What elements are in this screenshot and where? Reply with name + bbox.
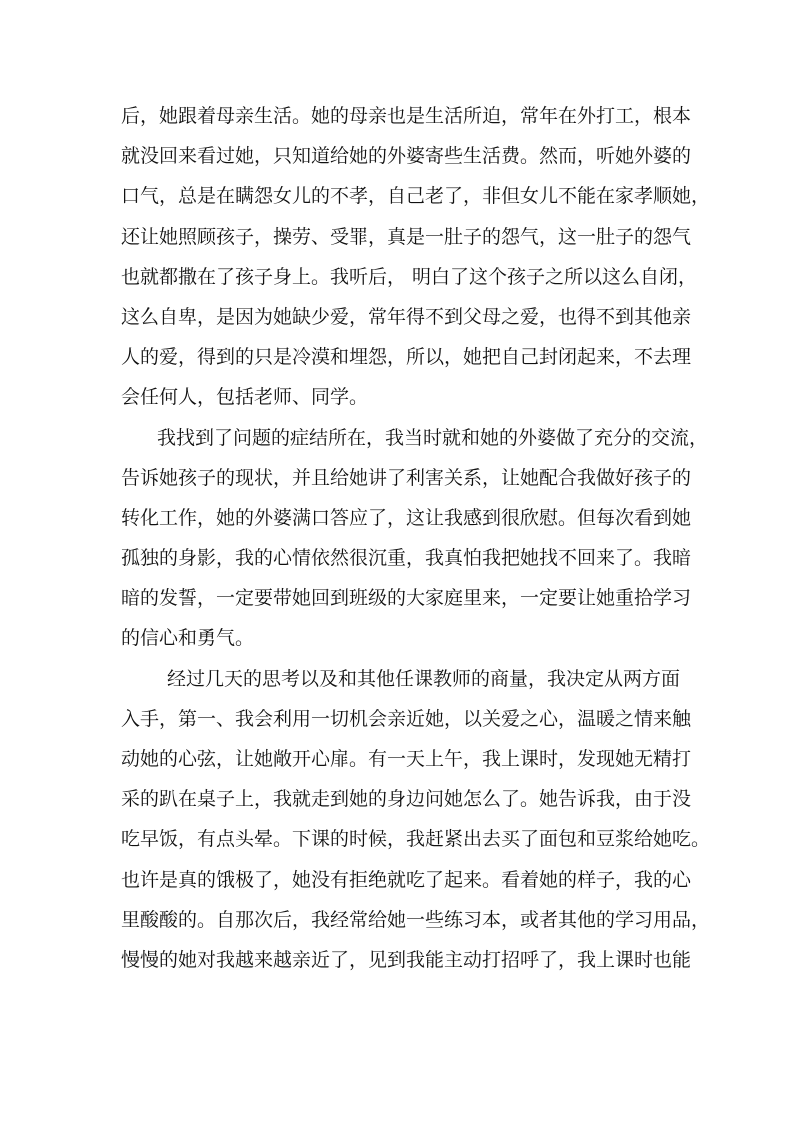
- text-line: 这么自卑，是因为她缺少爱，常年得不到父母之爱，也得不到其他亲: [121, 305, 692, 328]
- paragraph-1: [121, 96, 711, 418]
- body-text: [121, 96, 711, 980]
- paragraph-2: [121, 418, 709, 659]
- text-line: 吃早饭，有点头晕。下课的时候，我赶紧出去买了面包和豆浆给她吃。: [121, 828, 711, 851]
- text-line: 孤独的身影，我的心情依然很沉重，我真怕我把她找不回来了。我暗: [121, 547, 692, 570]
- text-line: 告诉她孩子的现状，并且给她讲了利害关系，让她配合我做好孩子的: [121, 466, 692, 489]
- text-line: 里酸酸的。自那次后，我经常给她一些练习本，或者其他的学习用品，: [121, 908, 711, 931]
- text-line: 暗的发誓，一定要带她回到班级的大家庭里来，一定要让她重拾学习: [121, 587, 692, 610]
- text-line: 人的爱，得到的只是冷漠和埋怨，所以，她把自己封闭起来，不去理: [121, 346, 692, 369]
- text-line: 转化工作，她的外婆满口答应了，这让我感到很欣慰。但每次看到她: [121, 506, 692, 529]
- text-line: 的信心和勇气。: [121, 627, 255, 650]
- text-line: 会任何人，包括老师、同学。: [121, 386, 369, 409]
- text-line: 也许是真的饿极了，她没有拒绝就吃了起来。看着她的样子，我的心: [121, 868, 692, 891]
- text-line: 经过几天的思考以及和其他任课教师的商量，我决定从两方面: [167, 667, 681, 690]
- text-line: 后，她跟着母亲生活。她的母亲也是生活所迫，常年在外打工，根本: [121, 105, 692, 127]
- text-line: 动她的心弦，让她敞开心扉。有一天上午，我上课时，发现她无精打: [121, 748, 692, 770]
- text-line: 入手，第一、我会利用一切机会亲近她，以关爱之心，温暖之情来触: [121, 707, 692, 730]
- text-line: 采的趴在桌子上，我就走到她的身边问她怎么了。她告诉我，由于没: [121, 788, 692, 811]
- text-line: 口气，总是在瞒怨女儿的不孝，自己老了，非但女儿不能在家孝顺她，: [121, 185, 711, 208]
- paragraph-3: [121, 659, 711, 981]
- text-line: 也就都撒在了孩子身上。我听后， 明白了这个孩子之所以这么自闭，: [121, 265, 698, 288]
- text-line: 我找到了问题的症结所在，我当时就和她的外婆做了充分的交流，: [157, 426, 709, 449]
- text-line: 就没回来看过她，只知道给她的外婆寄些生活费。然而，听她外婆的: [121, 145, 692, 168]
- text-line: 慢慢的她对我越来越亲近了，见到我能主动打招呼了，我上课时也能: [121, 948, 692, 971]
- text-line: 还让她照顾孩子，操劳、受罪，真是一肚子的怨气，这一肚子的怨气: [121, 225, 692, 248]
